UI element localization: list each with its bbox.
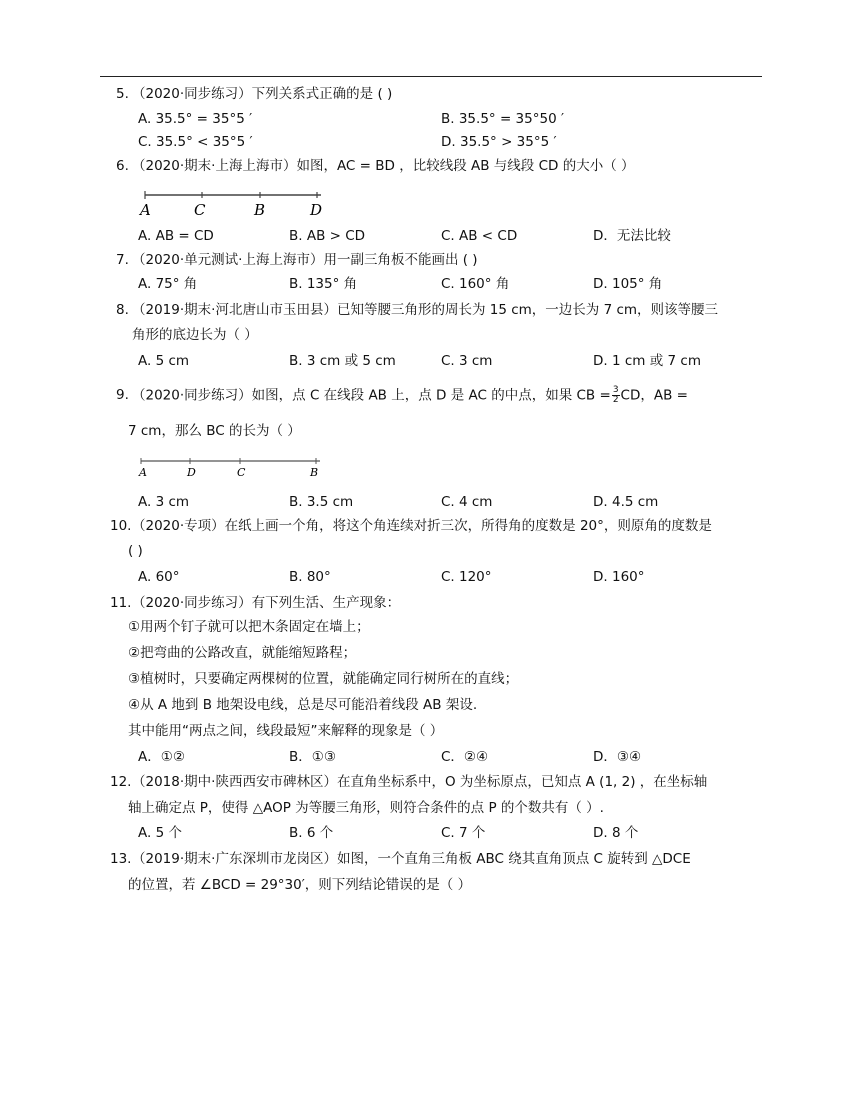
q12-stem-line2: 轴上确定点 P，使得 △AOP 为等腰三角形，则符合条件的点 P 的个数共有（ ）. [128, 800, 604, 816]
q8-option-b: B. 3 cm 或 5 cm [289, 353, 396, 369]
q6-option-d: D．无法比较 [593, 228, 671, 244]
q9-stem-line2: 7 cm，那么 BC 的长为（ ） [128, 423, 301, 439]
q9-option-c: C. 4 cm [441, 494, 493, 510]
q9-option-d: D. 4.5 cm [593, 494, 659, 510]
q7-number: 7. [116, 252, 129, 268]
q5-option-c: C. 35.5° < 35°5 ′ [138, 134, 253, 150]
q10-stem-line1: （2020·专项）在纸上画一个角，将这个角连续对折三次，所得角的度数是 20°，则原角的度数是 [132, 518, 712, 534]
q5-option-d: D. 35.5° > 35°5 ′ [441, 134, 557, 150]
q9-option-a: A. 3 cm [138, 494, 190, 510]
q12-option-c: C. 7 个 [441, 825, 486, 841]
q11-item-1: ①用两个钉子就可以把木条固定在墙上； [128, 619, 370, 635]
q7-option-b: B. 135° 角 [289, 276, 358, 292]
q12-number: 12. [110, 774, 132, 790]
q9-fraction [612, 386, 620, 405]
q5-option-b: B. 35.5° = 35°50 ′ [441, 111, 565, 127]
q6-option-b: B. AB > CD [289, 228, 366, 244]
q11-item-2: ②把弯曲的公路改直，就能缩短路程； [128, 645, 357, 661]
q7-option-c: C. 160° 角 [441, 276, 510, 292]
q10-stem-line2: ( ) [128, 543, 143, 559]
q11-item-3: ③植树时，只要确定两棵树的位置，就能确定同行树所在的直线； [128, 671, 519, 687]
q6-stem: （2020·期末·上海上海市）如图，AC = BD ，比较线段 AB 与线段 CD 的大小（ ） [132, 158, 635, 174]
q10-option-d: D. 160° [593, 569, 645, 585]
q6-number: 6. [116, 158, 129, 174]
q9-fraction-numerator: 3 [612, 385, 619, 395]
q6-point-c: C [194, 201, 206, 219]
q5-option-a: A. 35.5° = 35°5 ′ [138, 111, 253, 127]
q11-stem: （2020·同步练习）有下列生活、生产现象： [132, 595, 401, 611]
q9-point-c: C [237, 466, 246, 479]
q12-option-b: B. 6 个 [289, 825, 334, 841]
q11-number: 11. [110, 595, 132, 611]
q7-option-a: A. 75° 角 [138, 276, 198, 292]
q7-stem: （2020·单元测试·上海上海市）用一副三角板不能画出 ( ) [132, 252, 478, 268]
q9-point-d: D [187, 466, 196, 479]
q10-option-b: B. 80° [289, 569, 331, 585]
q8-option-c: C. 3 cm [441, 353, 493, 369]
q9-number: 9. [116, 387, 129, 403]
q11-ask: 其中能用“两点之间，线段最短”来解释的现象是（ ） [128, 723, 444, 739]
q5-number: 5. [116, 86, 129, 102]
q6-option-a: A. AB = CD [138, 228, 214, 244]
q11-option-a: A．①② [138, 749, 185, 765]
q9-stem-part1: （2020·同步练习）如图，点 C 在线段 AB 上，点 D 是 AC 的中点，如果 CB = [132, 387, 611, 404]
q8-option-d: D. 1 cm 或 7 cm [593, 353, 701, 369]
q9-point-b: B [310, 466, 319, 479]
q11-option-c: C．②④ [441, 749, 489, 765]
q5-stem: （2020·同步练习）下列关系式正确的是 ( ) [132, 86, 393, 102]
q11-option-b: B．①③ [289, 749, 336, 765]
q10-option-a: A. 60° [138, 569, 180, 585]
q13-stem-line2: 的位置，若 ∠BCD = 29°30′，则下列结论错误的是（ ） [128, 877, 472, 893]
header-rule [100, 76, 762, 77]
q9-stem-line1 [132, 386, 688, 405]
q6-option-c: C. AB < CD [441, 228, 518, 244]
q11-item-4: ④从 A 地到 B 地架设电线，总是尽可能沿着线段 AB 架设. [128, 697, 478, 713]
q9-option-b: B. 3.5 cm [289, 494, 354, 510]
q12-option-d: D. 8 个 [593, 825, 639, 841]
q6-segment-figure [135, 184, 335, 220]
q13-number: 13. [110, 851, 132, 867]
q8-option-a: A. 5 cm [138, 353, 190, 369]
q9-stem-part2: CD，AB = [620, 387, 688, 404]
q13-stem-line1: （2019·期末·广东深圳市龙岗区）如图，一个直角三角板 ABC 绕其直角顶点 C 旋转到 △DCE [132, 851, 691, 867]
q10-option-c: C. 120° [441, 569, 492, 585]
q9-fraction-denominator: 2 [612, 395, 619, 405]
q11-option-d: D．③④ [593, 749, 642, 765]
q12-stem-line1: （2018·期中·陕西西安市碑林区）在直角坐标系中，O 为坐标原点，已知点 A (1, 2) ，在坐标轴 [132, 774, 708, 790]
q8-number: 8. [116, 302, 129, 318]
q9-point-a: A [139, 466, 147, 479]
q6-point-a: A [140, 201, 151, 219]
q7-option-d: D. 105° 角 [593, 276, 663, 292]
q6-point-b: B [254, 201, 266, 219]
q12-option-a: A. 5 个 [138, 825, 182, 841]
q9-segment-figure [138, 452, 328, 482]
q8-stem-line2: 角形的底边长为（ ） [132, 327, 258, 343]
q10-number: 10. [110, 518, 132, 534]
q8-stem-line1: （2019·期末·河北唐山市玉田县）已知等腰三角形的周长为 15 cm，一边长为 7 cm，则该等腰三 [132, 302, 719, 318]
q6-point-d: D [310, 201, 323, 219]
